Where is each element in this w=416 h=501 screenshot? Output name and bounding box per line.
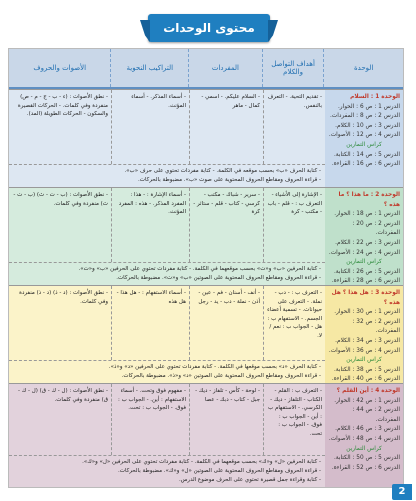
- header-vocab: المفردات: [188, 49, 262, 87]
- writing-reading-cell: [9, 164, 325, 187]
- lesson-item: الدرس 4 : ص 12 : الأصوات.: [328, 132, 400, 139]
- unit-title: الوحدة 3 : هل هذا ؟ هل هذه ؟: [331, 290, 400, 306]
- review-label: كراس التمارين: [346, 357, 382, 364]
- lesson-item: الدرس 4 : ص 48 : الأصوات.: [328, 435, 400, 442]
- vocab-cell: - السلام عليكم. - اسمي - كمال - ماهر: [189, 90, 263, 164]
- grammar-cell: - مفهوم فوق وتحت. - أسماء الاستفهام : أين. - الجواب ب : فوق. - الجواب ب : تحت.: [111, 384, 189, 455]
- lesson-item: الدرس 1 : ص 6 : الحوار.: [337, 103, 400, 110]
- vocab-cell: - أنف - أسنان - فم - عين - أذن - نملة - دب - يد - رجل: [189, 286, 263, 360]
- writing-reading-cell: [9, 360, 325, 383]
- goals-cell: - تقديم التحية. - التعرف بالنفس.: [263, 90, 325, 164]
- lesson-item: الدرس 3 : ص 10 : الكلام.: [335, 122, 400, 129]
- header-goals: أهداف التواصل والكلام: [262, 49, 324, 87]
- unit-title: الوحدة 2 : ما هذا ؟ ما هذه ؟: [338, 192, 400, 208]
- unit-lessons: [325, 90, 403, 187]
- unit-section-3: [9, 285, 403, 383]
- header-unit: الوحدة: [323, 49, 403, 87]
- reading-line: - كتابة وقراءة جمل قصيرة تحتوي على الحرف موضوع الدرس.: [178, 477, 321, 483]
- unit-title: الوحدة 1 : السلام: [350, 94, 400, 100]
- sounds-cell: - نطق الأصوات : (ء - ب - ج - م - ص) منفردة وفي كلمات. - الحركات القصيرة والسكون - الحركات الطويلة (المد).: [17, 94, 108, 117]
- lesson-item: الدرس 3 : ص 22 : الكلام.: [335, 239, 400, 246]
- lesson-item: الدرس 1 : ص 18 : الحوار.: [334, 211, 400, 218]
- page-title: محتوى الوحدات: [148, 14, 270, 42]
- reading-line: - قراءة الحروف ومقاطع الحروف المحتوية على الصوتين «د» و«ذ». مضبوطة بالحركات.: [121, 373, 321, 379]
- sounds-cell: - نطق الأصوات : (ب - ت - ث) (ب - ت - ث) منفردة وفي كلمات.: [13, 192, 108, 207]
- lesson-item: الدرس 6 : ص 28 : القراءة.: [331, 278, 400, 285]
- lesson-item: الدرس 6 : ص 16 : القراءة.: [331, 161, 400, 168]
- reading-line: - قراءة الحروف ومقاطع الحروف المحتوية على الصوتين «ل» و«ك». مضبوطة بالحركات.: [118, 468, 321, 474]
- unit-section-2: [9, 187, 403, 285]
- lesson-item: الدرس 5 : ص 50 : الكتابة.: [333, 455, 400, 462]
- vocab-cell: - لوحة - كأس - تلفاز - ديك - جبل - كتاب - دبك - عصا: [189, 384, 263, 455]
- sounds-cell: - نطق الأصوات : (ل - ك - ق) (ل - ك - ق) منفردة وفي كلمات.: [17, 388, 108, 403]
- table-header: [9, 49, 403, 89]
- review-label: كراس التمارين: [346, 259, 382, 266]
- goals-cell: - التعرف ب : القلم - الكتاب - التلفاز - ديك - الكرسي. - الاستفهام ب : أين - الجواب ب : فوق. - الجواب ب : تحت.: [263, 384, 325, 455]
- grammar-cell: - أسماء الإشارة : - هذا : المفرد المذكر. - هذه : المفرد المؤنث.: [111, 188, 189, 262]
- lesson-item: الدرس 6 : ص 40 : القراءة.: [331, 376, 400, 383]
- vocab-cell: - سرير - شباك - مكتب - كرسي - كتاب - قلم - ستائر - كرة: [189, 188, 263, 262]
- header-grammar: التراكيب النحوية: [110, 49, 188, 87]
- lesson-item: الدرس 3 : ص 34 : الكلام.: [335, 337, 400, 344]
- lesson-item: الدرس 2 : ص 32 : المفردات.: [352, 318, 400, 335]
- unit-lessons: [325, 384, 403, 487]
- lesson-item: الدرس 1 : ص 42 : الحوار.: [334, 397, 400, 404]
- lesson-item: الدرس 2 : ص 44 : المفردات.: [352, 407, 400, 423]
- writing-line: - كتابة الحرف «ب» بحسب موقعه في الكلمة. - كتابة مفردات تحتوي على حرف «ب».: [124, 168, 321, 174]
- lesson-item: الدرس 3 : ص 46 : الكلام.: [335, 426, 400, 433]
- lesson-item: الدرس 1 : ص 30 : الحوار.: [334, 309, 400, 316]
- goals-cell: - الإشارة إلى الأشياء - التعرف ب : - قلم - باب - مكتب - كرة: [263, 188, 325, 262]
- lesson-item: الدرس 5 : ص 26 : الكتابة.: [333, 268, 400, 275]
- writing-line: - كتابة الحرفين «ب» و«ت» بحسب موقعهما في الكلمة. - كتابة مفردات تحتوي على الحرفين «ب» و«ت».: [78, 266, 321, 272]
- header-sounds: الأصوات والحروف: [33, 64, 87, 72]
- sounds-cell: - نطق الأصوات : (د - ذ) (د - ذ) منفردة وفي كلمات.: [19, 290, 108, 305]
- unit-section-1: [9, 89, 403, 187]
- writing-reading-cell: [9, 455, 325, 487]
- goals-cell: - التعرف ب : - دب - نملة. - التعرف على حيوانات. - تسمية أعضاء الجسم. - الاستفهام ب : هل - الجواب ب : نعم / لا.: [263, 286, 325, 360]
- lesson-item: الدرس 4 : ص 36 : الأصوات.: [328, 347, 400, 354]
- writing-line: - كتابة الحرفين «ل» و«ك» بحسب موقعهما في الكلمة. - كتابة مفردات تحتوي على الحرفين «ل» و«ك».: [82, 459, 321, 465]
- lesson-item: الدرس 2 : ص 20 : المفردات.: [352, 220, 400, 237]
- grammar-cell: - أسماء الاستفهام : - هل هذا - هل هذه: [111, 286, 189, 360]
- reading-line: - قراءة الحروف ومقاطع الحروف المحتوية على صوت «ب». مضبوطة بالحركات.: [138, 177, 321, 183]
- page-number: 2: [392, 484, 412, 500]
- review-label: كراس التمارين: [346, 141, 382, 148]
- review-label: كراس التمارين: [346, 445, 382, 452]
- lesson-item: الدرس 5 : ص 38 : الكتابة.: [333, 366, 400, 373]
- writing-line: - كتابة الحرف «د» بحسب موقعها في الكلمة. - كتابة مفردات تحتوي على الحرفين «د» و«ذ».: [108, 364, 321, 370]
- lesson-item: الدرس 5 : ص 14 : الكتابة.: [333, 151, 400, 158]
- unit-title: الوحدة 4 : أين القلم ؟: [336, 388, 400, 394]
- units-table: [8, 48, 404, 488]
- unit-lessons: [325, 188, 403, 285]
- writing-reading-cell: [9, 262, 325, 285]
- unit-section-4: [9, 383, 403, 487]
- grammar-cell: - أسماء المذكر. - أسماء المؤنث.: [111, 90, 189, 164]
- unit-lessons: [325, 286, 403, 383]
- lesson-item: الدرس 4 : ص 24 : الأصوات.: [328, 249, 400, 256]
- lesson-item: الدرس 6 : ص 52 : القراءة.: [331, 464, 400, 471]
- reading-line: - قراءة الحروف ومقاطع الحروف المحتوية على الصوتين «ب» و«ت». مضبوطة بالحركات.: [116, 275, 321, 281]
- lesson-item: الدرس 2 : ص 8 : المفردات.: [329, 113, 400, 120]
